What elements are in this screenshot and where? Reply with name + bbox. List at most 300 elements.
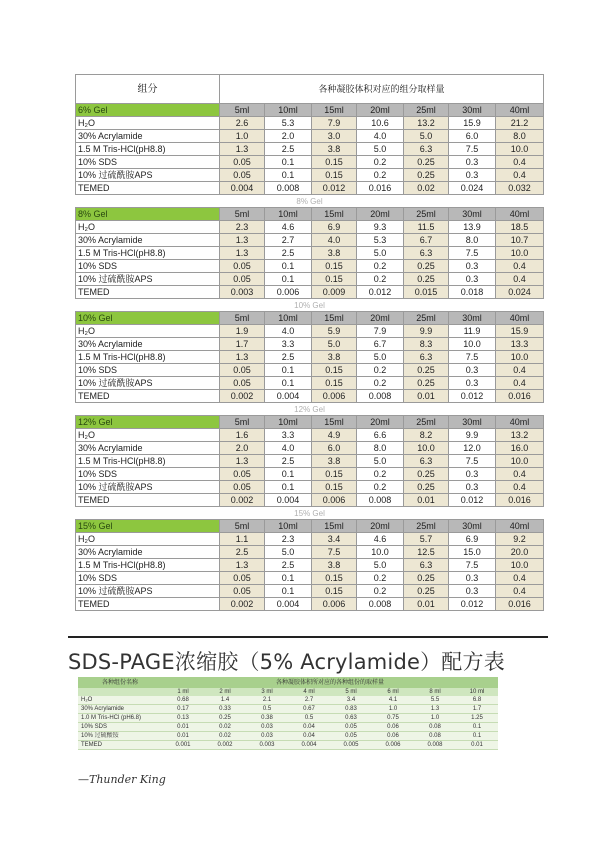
value-cell: 3.8 [312,351,357,364]
value-cell: 0.004 [220,182,265,195]
stacking-value-cell: 0.1 [456,732,498,741]
value-cell: 0.016 [496,494,544,507]
table-row [76,117,544,130]
row-label: H₂O [76,221,220,234]
value-cell: 6.0 [449,130,496,143]
stacking-header-row [78,677,498,688]
value-cell: 0.2 [357,572,404,585]
value-cell: 6.0 [312,442,357,455]
stacking-row-label: 10% SDS [78,723,162,732]
value-cell: 1.7 [220,338,265,351]
row-label: 30% Acrylamide [76,338,220,351]
value-cell: 0.25 [404,364,449,377]
table-row [76,598,544,611]
value-cell: 10.0 [496,247,544,260]
gel-separator-row [76,299,544,312]
value-cell: 0.012 [357,286,404,299]
value-cell: 5.3 [265,117,312,130]
stacking-rows [78,696,498,750]
row-label: 1.5 M Tris-HCl(pH8.8) [76,455,220,468]
stacking-value-cell: 0.06 [372,732,414,741]
value-cell: 1.3 [220,559,265,572]
stacking-row [78,696,498,705]
value-cell: 0.2 [357,468,404,481]
value-cell: 7.5 [449,559,496,572]
value-cell: 0.4 [496,481,544,494]
value-cell: 0.004 [265,390,312,403]
stacking-value-cell: 0.01 [162,723,204,732]
value-cell: 4.9 [312,429,357,442]
stacking-value-cell: 5.5 [414,696,456,705]
value-cell: 1.0 [220,130,265,143]
row-label: 1.5 M Tris-HCl(pH8.8) [76,559,220,572]
stacking-value-cell: 0.1 [456,723,498,732]
value-cell: 13.2 [496,429,544,442]
stacking-value-cell: 2.1 [246,696,288,705]
table-row [76,364,544,377]
value-cell: 0.15 [312,572,357,585]
volume-header: 40ml [496,312,544,325]
stacking-volume-header: 4 ml [288,688,330,696]
value-cell: 7.9 [357,325,404,338]
row-label: TEMED [76,182,220,195]
volume-header: 40ml [496,208,544,221]
value-cell: 5.0 [357,143,404,156]
stacking-value-cell: 1.0 [414,714,456,723]
value-cell: 0.012 [449,494,496,507]
stacking-value-cell: 0.04 [288,732,330,741]
stacking-value-cell: 0.68 [162,696,204,705]
stacking-row [78,714,498,723]
gel-sections [76,104,544,611]
value-cell: 0.05 [220,377,265,390]
value-cell: 2.0 [265,130,312,143]
volume-header: 25ml [404,312,449,325]
value-cell: 0.024 [496,286,544,299]
value-cell: 0.15 [312,585,357,598]
row-label: H₂O [76,325,220,338]
value-cell: 7.5 [449,247,496,260]
stacking-volume-row [78,688,498,696]
volume-header: 5ml [220,208,265,221]
value-cell: 3.0 [312,130,357,143]
stacking-volume-header: 8 ml [414,688,456,696]
value-cell: 0.1 [265,585,312,598]
volume-header: 40ml [496,416,544,429]
stacking-volume-header: 6 ml [372,688,414,696]
value-cell: 4.0 [265,325,312,338]
stacking-value-cell: 0.03 [246,732,288,741]
row-label: H₂O [76,429,220,442]
value-cell: 4.0 [312,234,357,247]
value-cell: 6.7 [404,234,449,247]
value-cell: 15.9 [449,117,496,130]
stacking-row-label: H₂O [78,696,162,705]
stacking-value-cell: 0.63 [330,714,372,723]
stacking-value-cell: 1.25 [456,714,498,723]
value-cell: 0.008 [357,598,404,611]
value-cell: 10.0 [404,442,449,455]
value-cell: 0.016 [496,390,544,403]
stacking-volume-header: 5 ml [330,688,372,696]
value-cell: 2.3 [265,533,312,546]
value-cell: 0.3 [449,377,496,390]
table-row [76,390,544,403]
volume-header: 10ml [265,416,312,429]
value-cell: 0.1 [265,156,312,169]
value-cell: 10.0 [496,143,544,156]
stacking-value-cell: 1.0 [372,705,414,714]
volume-header: 15ml [312,312,357,325]
value-cell: 0.05 [220,572,265,585]
stacking-row-label: 10% 过硫酸铵 [78,732,162,741]
table-row [76,377,544,390]
value-cell: 0.01 [404,494,449,507]
value-cell: 8.0 [449,234,496,247]
table-row [76,429,544,442]
value-cell: 0.01 [404,390,449,403]
value-cell: 10.0 [496,455,544,468]
value-cell: 0.25 [404,468,449,481]
stacking-value-cell: 0.17 [162,705,204,714]
stacking-value-cell: 0.08 [414,732,456,741]
signature: —Thunder King [78,773,166,786]
row-label: 10% SDS [76,156,220,169]
table-title: 各种凝胶体积对应的组分取样量 [220,75,544,104]
value-cell: 0.008 [357,494,404,507]
gel-name: 15% Gel [76,520,220,533]
value-cell: 5.0 [357,455,404,468]
stacking-value-cell: 0.06 [372,723,414,732]
value-cell: 13.3 [496,338,544,351]
table-header-row [76,75,544,104]
table-row [76,494,544,507]
stacking-value-cell: 1.3 [414,705,456,714]
value-cell: 2.7 [265,234,312,247]
row-label: 10% SDS [76,260,220,273]
row-label: 1.5 M Tris-HCl(pH8.8) [76,143,220,156]
value-cell: 0.002 [220,494,265,507]
value-cell: 0.15 [312,468,357,481]
stacking-row [78,723,498,732]
value-cell: 1.3 [220,351,265,364]
value-cell: 10.0 [496,351,544,364]
volume-header: 20ml [357,208,404,221]
value-cell: 5.0 [357,247,404,260]
volume-header: 5ml [220,416,265,429]
value-cell: 5.0 [404,130,449,143]
value-cell: 0.3 [449,273,496,286]
value-cell: 0.05 [220,481,265,494]
volume-header: 15ml [312,104,357,117]
gel-header-row [76,208,544,221]
value-cell: 6.3 [404,559,449,572]
value-cell: 0.002 [220,598,265,611]
volume-header: 25ml [404,208,449,221]
value-cell: 0.25 [404,273,449,286]
value-cell: 8.0 [496,130,544,143]
value-cell: 3.4 [312,533,357,546]
stacking-value-cell: 0.13 [162,714,204,723]
value-cell: 0.25 [404,585,449,598]
value-cell: 0.05 [220,468,265,481]
gel-header-row [76,416,544,429]
gel-header-row [76,104,544,117]
value-cell: 0.1 [265,260,312,273]
value-cell: 0.2 [357,377,404,390]
value-cell: 3.3 [265,338,312,351]
table-row [76,351,544,364]
value-cell: 0.02 [404,182,449,195]
value-cell: 2.5 [265,247,312,260]
value-cell: 4.6 [265,221,312,234]
section-divider [68,636,548,638]
value-cell: 21.2 [496,117,544,130]
stacking-value-cell: 0.05 [330,732,372,741]
value-cell: 13.2 [404,117,449,130]
volume-header: 40ml [496,104,544,117]
value-cell: 0.1 [265,481,312,494]
value-cell: 0.4 [496,364,544,377]
value-cell: 3.8 [312,559,357,572]
value-cell: 0.05 [220,156,265,169]
stacking-value-cell: 0.5 [246,705,288,714]
table-row [76,546,544,559]
volume-header: 30ml [449,416,496,429]
stacking-value-cell: 0.33 [204,705,246,714]
value-cell: 0.05 [220,364,265,377]
value-cell: 0.25 [404,377,449,390]
table-row [76,585,544,598]
gel-header-row [76,312,544,325]
value-cell: 2.5 [220,546,265,559]
value-cell: 10.7 [496,234,544,247]
value-cell: 9.9 [404,325,449,338]
value-cell: 2.5 [265,351,312,364]
value-cell: 0.012 [312,182,357,195]
value-cell: 0.3 [449,156,496,169]
value-cell: 7.9 [312,117,357,130]
value-cell: 11.5 [404,221,449,234]
row-label: 1.5 M Tris-HCl(pH8.8) [76,247,220,260]
value-cell: 6.3 [404,455,449,468]
row-label: 30% Acrylamide [76,130,220,143]
gel-name: 10% Gel [76,312,220,325]
table-row [76,260,544,273]
value-cell: 13.9 [449,221,496,234]
value-cell: 15.0 [449,546,496,559]
table-row [76,325,544,338]
stacking-row [78,705,498,714]
value-cell: 0.4 [496,377,544,390]
gel-header-row [76,520,544,533]
stacking-value-cell: 0.08 [414,723,456,732]
row-label: 10% SDS [76,468,220,481]
value-cell: 7.5 [449,351,496,364]
value-cell: 0.012 [449,598,496,611]
volume-header: 5ml [220,104,265,117]
stacking-row [78,732,498,741]
value-cell: 0.1 [265,572,312,585]
value-cell: 5.0 [265,546,312,559]
value-cell: 18.5 [496,221,544,234]
volume-header: 30ml [449,312,496,325]
value-cell: 0.2 [357,156,404,169]
volume-header: 10ml [265,208,312,221]
row-label: 1.5 M Tris-HCl(pH8.8) [76,351,220,364]
value-cell: 10.6 [357,117,404,130]
value-cell: 2.0 [220,442,265,455]
stacking-value-cell: 6.8 [456,696,498,705]
value-cell: 10.0 [449,338,496,351]
value-cell: 2.5 [265,143,312,156]
row-label: 10% 过硫酰胺APS [76,377,220,390]
volume-header: 10ml [265,104,312,117]
gel-separator-row [76,507,544,520]
value-cell: 3.3 [265,429,312,442]
value-cell: 0.2 [357,364,404,377]
value-cell: 10.0 [496,559,544,572]
value-cell: 0.2 [357,585,404,598]
stacking-value-cell: 0.006 [372,741,414,750]
value-cell: 5.0 [357,559,404,572]
stacking-value-cell: 3.4 [330,696,372,705]
value-cell: 0.4 [496,156,544,169]
value-cell: 0.15 [312,377,357,390]
stacking-value-cell: 2.7 [288,696,330,705]
value-cell: 0.25 [404,572,449,585]
value-cell: 0.05 [220,273,265,286]
value-cell: 6.3 [404,247,449,260]
value-cell: 6.9 [449,533,496,546]
stacking-value-cell: 0.75 [372,714,414,723]
value-cell: 0.3 [449,572,496,585]
table-row [76,234,544,247]
value-cell: 15.9 [496,325,544,338]
table-row [76,182,544,195]
value-cell: 9.3 [357,221,404,234]
value-cell: 16.0 [496,442,544,455]
stacking-gel-table [78,677,498,750]
value-cell: 1.3 [220,234,265,247]
separating-gel-table [75,74,544,611]
value-cell: 2.5 [265,455,312,468]
value-cell: 0.002 [220,390,265,403]
value-cell: 10.0 [357,546,404,559]
stacking-row-label: TEMED [78,741,162,750]
value-cell: 11.9 [449,325,496,338]
value-cell: 5.0 [357,351,404,364]
volume-header: 15ml [312,208,357,221]
stacking-row-label: 1.0 M Tris-HCl (pH6.8) [78,714,162,723]
volume-header: 15ml [312,520,357,533]
value-cell: 0.015 [404,286,449,299]
volume-header: 20ml [357,312,404,325]
stacking-value-cell: 0.5 [288,714,330,723]
stacking-volume-header: 10 ml [456,688,498,696]
stacking-value-cell: 0.01 [456,741,498,750]
value-cell: 4.0 [265,442,312,455]
gel-separator-label: 12% Gel [294,404,325,414]
value-cell: 9.9 [449,429,496,442]
value-cell: 0.15 [312,481,357,494]
value-cell: 2.5 [265,559,312,572]
value-cell: 12.5 [404,546,449,559]
table-row [76,455,544,468]
value-cell: 0.05 [220,169,265,182]
row-label: TEMED [76,286,220,299]
table-row [76,481,544,494]
value-cell: 1.9 [220,325,265,338]
table-row [76,247,544,260]
table-row [76,169,544,182]
table-row [76,338,544,351]
value-cell: 0.3 [449,169,496,182]
volume-header: 40ml [496,520,544,533]
stacking-volume-header: 1 ml [162,688,204,696]
value-cell: 0.006 [312,494,357,507]
value-cell: 0.006 [265,286,312,299]
gel-separator-row [76,403,544,416]
stacking-volume-header: 3 ml [246,688,288,696]
stacking-volume-label [78,688,162,696]
value-cell: 0.25 [404,156,449,169]
gel-name: 6% Gel [76,104,220,117]
value-cell: 0.018 [449,286,496,299]
gel-separator-row [76,195,544,208]
value-cell: 0.004 [265,598,312,611]
stacking-gel-title: SDS-PAGE浓缩胶（5% Acrylamide）配方表 [68,650,505,674]
gel-separator-label: 15% Gel [294,508,325,518]
stacking-value-cell: 0.01 [162,732,204,741]
stacking-value-cell: 0.002 [204,741,246,750]
value-cell: 5.0 [312,338,357,351]
value-cell: 0.25 [404,260,449,273]
stacking-value-cell: 0.02 [204,732,246,741]
value-cell: 0.012 [449,390,496,403]
value-cell: 0.15 [312,273,357,286]
volume-header: 30ml [449,208,496,221]
stacking-volume-header: 2 ml [204,688,246,696]
value-cell: 0.2 [357,273,404,286]
table-row [76,156,544,169]
value-cell: 0.4 [496,273,544,286]
value-cell: 0.4 [496,169,544,182]
value-cell: 0.016 [357,182,404,195]
value-cell: 0.25 [404,169,449,182]
value-cell: 0.1 [265,364,312,377]
stacking-value-cell: 1.4 [204,696,246,705]
gel-separator-label: 10% Gel [294,300,325,310]
stacking-value-cell: 1.7 [456,705,498,714]
value-cell: 0.15 [312,156,357,169]
row-label: TEMED [76,390,220,403]
value-cell: 0.3 [449,481,496,494]
row-label: 10% SDS [76,364,220,377]
value-cell: 0.008 [265,182,312,195]
stacking-value-cell: 0.67 [288,705,330,714]
value-cell: 9.2 [496,533,544,546]
value-cell: 1.3 [220,247,265,260]
table-row [76,130,544,143]
value-cell: 5.3 [357,234,404,247]
value-cell: 5.7 [404,533,449,546]
value-cell: 0.009 [312,286,357,299]
value-cell: 0.1 [265,468,312,481]
table-row [76,572,544,585]
value-cell: 6.3 [404,351,449,364]
row-label: 10% SDS [76,572,220,585]
